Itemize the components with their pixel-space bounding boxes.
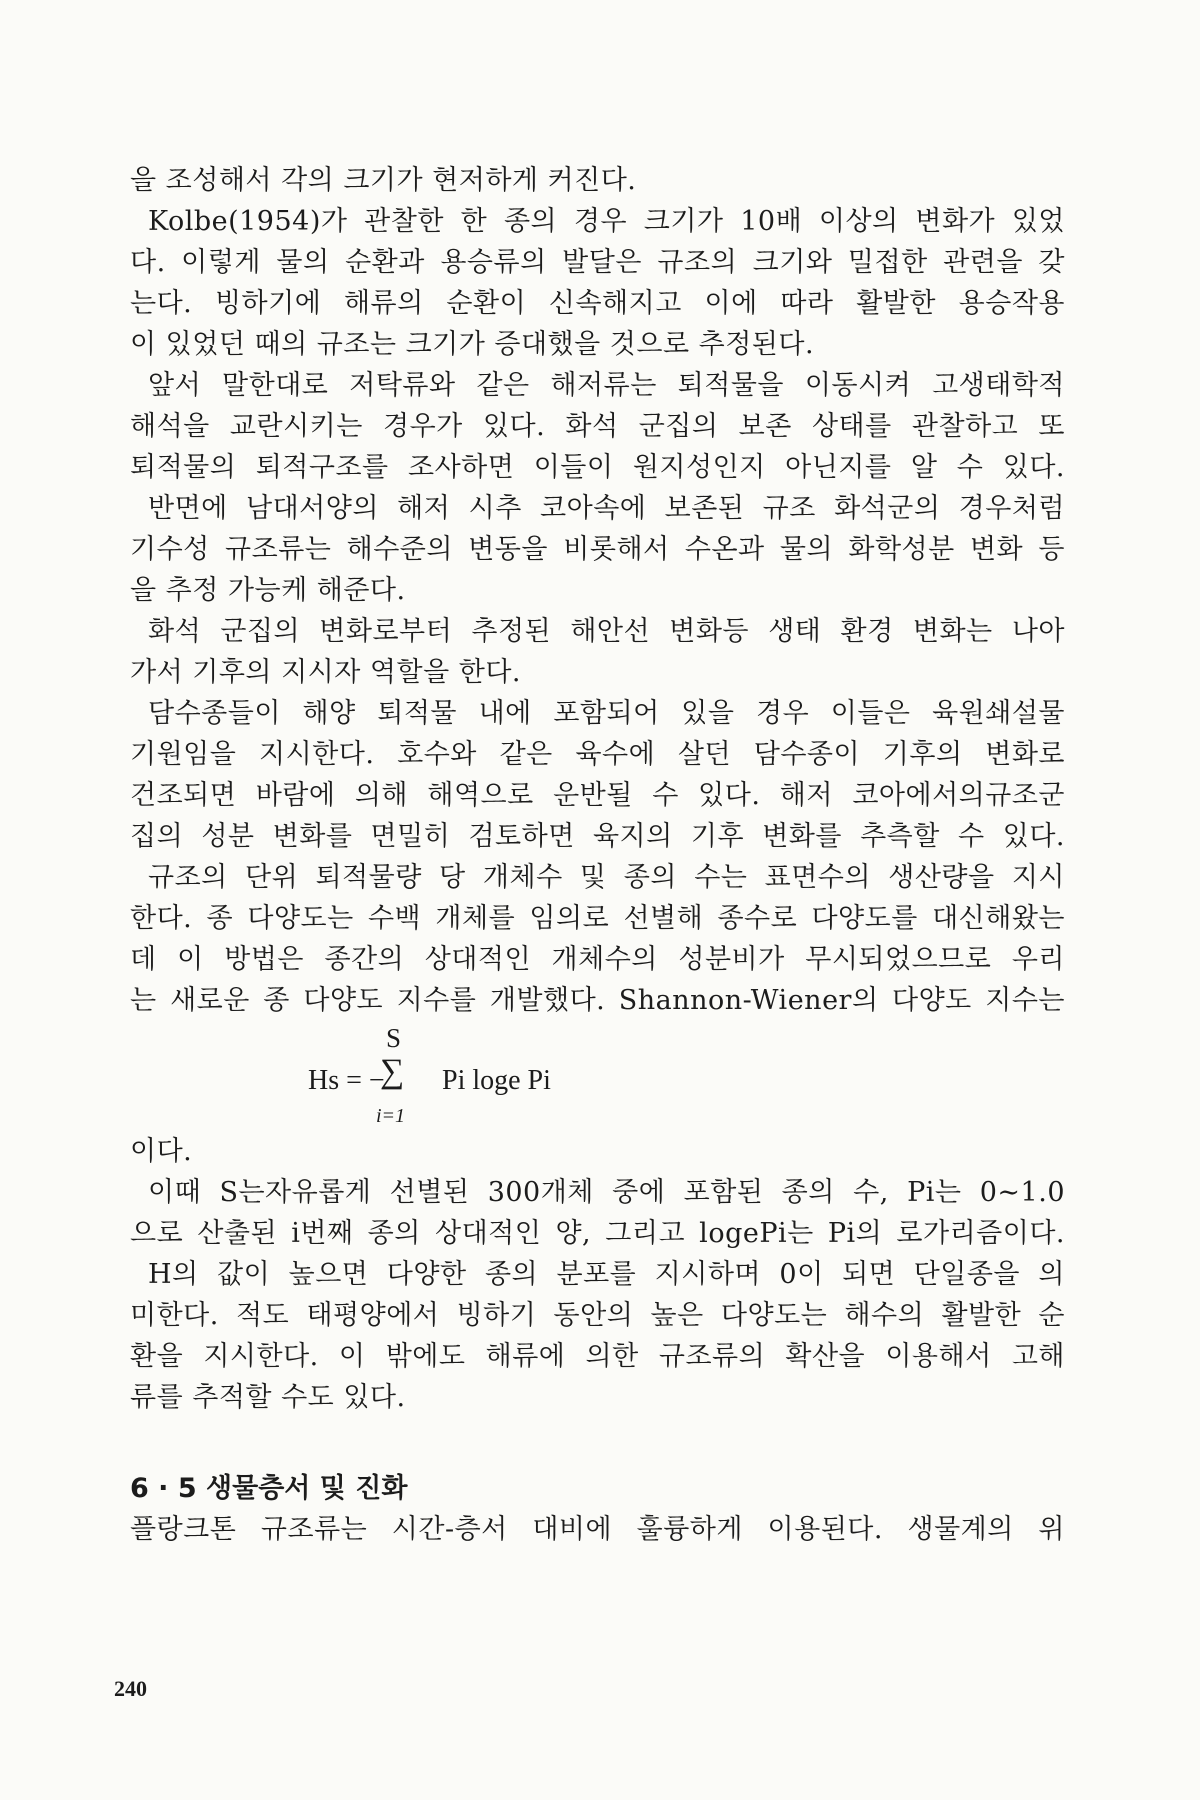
formula-lower-limit: i=1 [376,1105,406,1127]
page-body [130,160,1065,1550]
text-line: 데 이 방법은 종간의 상대적인 개체수의 성분비가 무시되었으므로 우리 [130,944,1065,975]
text-line: 규조의 단위 퇴적물량 당 개체수 및 종의 수는 표면수의 생산량을 지시 [148,862,1065,893]
formula-rhs: Pi loge Pi [442,1065,551,1096]
text-line: 앞서 말한대로 저탁류와 같은 해저류는 퇴적물을 이동시켜 고생태학적 [148,370,1065,401]
text-line: 이다. [130,1136,193,1167]
text-line: 담수종들이 해양 퇴적물 내에 포함되어 있을 경우 이들은 육원쇄설물 [148,698,1065,729]
text-line: 기수성 규조류는 해수준의 변동을 비롯해서 수온과 물의 화학성분 변화 등 [130,534,1065,565]
text-line: 류를 추적할 수도 있다. [130,1382,406,1413]
text-line: 가서 기후의 지시자 역할을 한다. [130,657,521,688]
formula-upper-limit: S [386,1023,402,1053]
text-line: 이 있었던 때의 규조는 크기가 증대했을 것으로 추정된다. [130,329,815,360]
text-line: 으로 산출된 i번째 종의 상대적인 양, 그리고 logePi는 Pi의 로가리즘이다. [130,1218,1065,1249]
text-line: 기원임을 지시한다. 호수와 같은 육수에 살던 담수종이 기후의 변화로 [130,739,1065,770]
text-line: 이때 S는자유롭게 선별된 300개체 중에 포함된 종의 수, Pi는 0∼1.0 [148,1177,1065,1208]
section-heading: 6 · 5 생물층서 및 진화 [130,1473,408,1504]
text-line: 플랑크톤 규조류는 시간-층서 대비에 훌륭하게 이용된다. 생물계의 위 [130,1514,1065,1545]
text-line: 해석을 교란시키는 경우가 있다. 화석 군집의 보존 상태를 관찰하고 또 [130,411,1065,442]
text-line: Kolbe(1954)가 관찰한 한 종의 경우 크기가 10배 이상의 변화가 있었 [148,206,1065,237]
text-line: 건조되면 바람에 의해 해역으로 운반될 수 있다. 해저 코아에서의규조군 [130,780,1065,811]
text-line: 환을 지시한다. 이 밖에도 해류에 의한 규조류의 확산을 이용해서 고해 [130,1341,1065,1372]
text-line: 는다. 빙하기에 해류의 순환이 신속해지고 이에 따라 활발한 용승작용 [130,288,1065,319]
formula-summation: ∑ [380,1053,405,1090]
text-line: 화석 군집의 변화로부터 추정된 해안선 변화등 생태 환경 변화는 나아 [148,616,1065,647]
shannon-wiener-formula [130,1021,1065,1131]
text-line: 다. 이렇게 물의 순환과 용승류의 발달은 규조의 크기와 밀접한 관련을 갖 [130,247,1065,278]
text-line: 퇴적물의 퇴적구조를 조사하면 이들이 원지성인지 아닌지를 알 수 있다. [130,452,1065,483]
text-line: 집의 성분 변화를 면밀히 검토하면 육지의 기후 변화를 추측할 수 있다. [130,821,1065,852]
text-line: 을 조성해서 각의 크기가 현저하게 커진다. [130,165,637,196]
page-number: 240 [114,1676,147,1701]
formula-lhs: Hs = − [308,1065,385,1096]
text-line: 반면에 남대서양의 해저 시추 코아속에 보존된 규조 화석군의 경우처럼 [148,493,1065,524]
text-line: 한다. 종 다양도는 수백 개체를 임의로 선별해 종수로 다양도를 대신해왔는 [130,903,1065,934]
text-line: 미한다. 적도 태평양에서 빙하기 동안의 높은 다양도는 해수의 활발한 순 [130,1300,1065,1331]
text-line: 을 추정 가능케 해준다. [130,575,406,606]
text-line: 는 새로운 종 다양도 지수를 개발했다. Shannon-Wiener의 다양도 지수는 [130,985,1065,1016]
text-line: H의 값이 높으면 다양한 종의 분포를 지시하며 0이 되면 단일종을 의 [148,1259,1065,1290]
